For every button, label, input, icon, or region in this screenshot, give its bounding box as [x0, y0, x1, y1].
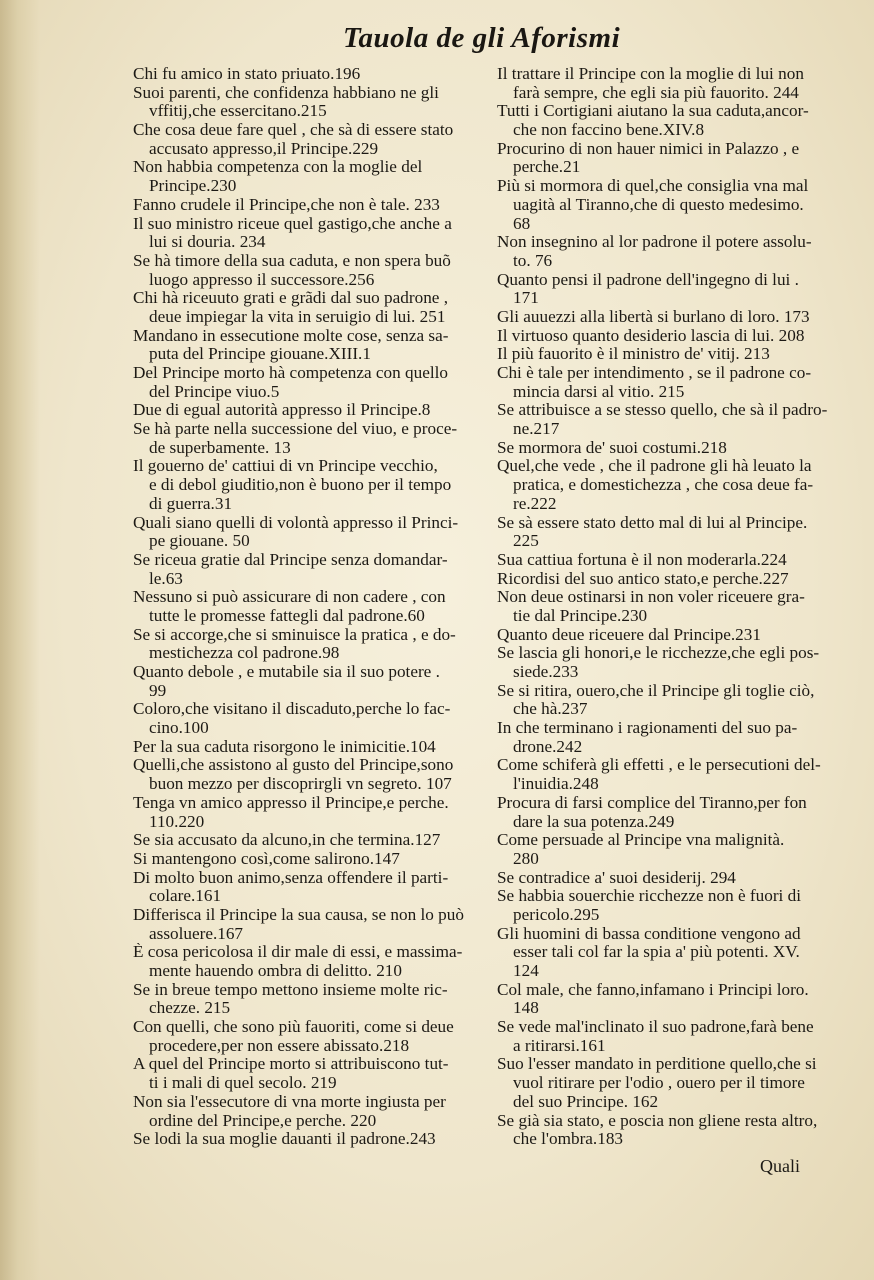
index-entry-line: ordine del Principe,e perche. 220 [149, 1111, 377, 1130]
index-entry-line: siede.233 [513, 663, 579, 681]
index-entry-line: Chi fu amico in stato priuato.196 [133, 65, 361, 83]
index-entry-line: Se contradice a' suoi desiderij. 294 [497, 868, 736, 887]
index-entry-line: Quelli,che assistono al gusto del Principe,sono [133, 756, 454, 775]
index-entry-line: Non insegnino al lor padrone il potere assolu- [497, 233, 812, 252]
index-entry-line: Del Principe morto hà competenza con quello [133, 364, 448, 382]
index-entry-line: Quanto deue riceuere dal Principe.231 [497, 625, 761, 644]
index-entry-line: Se lodi la sua moglie dauanti il padrone.243 [133, 1130, 436, 1149]
index-entry-line: assoluere.167 [149, 924, 244, 943]
index-entry-line: deue impiegar la vita in seruigio di lui. 251 [149, 307, 446, 326]
index-entry-line: Procurino di non hauer nimici in Palazzo , e [497, 139, 800, 158]
index-entry-line: Quali siano quelli di volontà appresso il Princi- [133, 513, 459, 532]
index-entry-line: Come schiferà gli effetti , e le persecutioni del- [497, 756, 821, 775]
index-entry-line: del Principe viuo.5 [149, 382, 280, 401]
index-entry-line: pe giouane. 50 [149, 532, 250, 551]
index-entry-line: che hà.237 [513, 700, 588, 719]
index-entry-line: a ritirarsi.161 [513, 1036, 606, 1055]
index-entry-line: Non deue ostinarsi in non voler riceuere gra- [497, 588, 805, 607]
index-entry-line: In che terminano i ragionamenti del suo pa- [497, 719, 798, 738]
index-entry-line: Ricordisi del suo antico stato,e perche.227 [497, 569, 789, 588]
index-entry-line: esser tali col far la spia a' più potenti. XV. [513, 943, 800, 962]
index-entry-line: Mandano in essecutione molte cose, senza sa- [133, 326, 449, 345]
index-entry-line: Suo l'esser mandato in perditione quello,che si [497, 1055, 817, 1074]
index-entry-line: Si mantengono così,come salirono.147 [133, 849, 400, 868]
index-entry-line: uagità al Tiranno,che di questo medesimo. [513, 195, 804, 214]
index-entry-line: Se hà parte nella successione del viuo, e proce- [133, 420, 458, 439]
index-entry-line: Più si mormora di quel,che consiglia vna mal [497, 177, 809, 196]
index-entry-line: Quanto pensi il padrone dell'ingegno di lui . [497, 270, 799, 289]
index-entry-line: drone.242 [513, 737, 583, 756]
index-entry-line: 225 [513, 532, 539, 551]
index-entry-line: Principe.230 [149, 177, 237, 196]
index-entry-line: tie dal Principe.230 [513, 606, 648, 625]
index-entry-line: 68 [513, 214, 531, 233]
index-entry-line: colare.161 [149, 887, 222, 906]
index-entry-line: 148 [513, 999, 539, 1018]
index-entry-line: che l'ombra.183 [513, 1130, 624, 1149]
index-entry-line: Gli auuezzi alla libertà si burlano di loro. 173 [497, 307, 810, 326]
index-entry-line: del suo Principe. 162 [513, 1092, 659, 1111]
index-entry-line: Se attribuisce a se stesso quello, che sà il padro- [497, 401, 827, 420]
page-gutter-shadow [0, 0, 40, 1280]
index-entry-line: Se vede mal'inclinato il suo padrone,farà bene [497, 1018, 814, 1037]
index-entry-line: tutte le promesse fattegli dal padrone.60 [149, 606, 425, 625]
index-entry-line: Se si ritira, ouero,che il Principe gli toglie ciò, [497, 681, 815, 700]
index-entry-line: Se lascia gli honori,e le ricchezze,che egli pos- [497, 644, 820, 663]
index-entry-line: Nessuno si può assicurare di non cadere , con [133, 588, 446, 607]
index-entry-line: buon mezzo per discoprirgli vn segreto. 107 [149, 775, 452, 794]
index-entry-line: Se habbia souerchie ricchezze non è fuori di [497, 887, 801, 906]
index-entry-line: ne.217 [513, 420, 560, 439]
index-entry-line: pratica, e domestichezza , che cosa deue fa- [513, 476, 814, 495]
index-entry-line: mente hauendo ombra di delitto. 210 [149, 962, 402, 980]
index-entry-line: Con quelli, che sono più fauoriti, come si deue [133, 1018, 454, 1037]
index-entry-line: Suoi parenti, che confidenza habbiano ne gli [133, 83, 439, 102]
index-entry-line: 124 [513, 962, 539, 980]
index-entry-line: Di molto buon animo,senza offendere il parti- [133, 868, 449, 887]
index-entry-line: Se hà timore della sua caduta, e non spera buõ [133, 251, 451, 270]
index-entry-line: 171 [513, 289, 539, 308]
index-entry-line: Differisca il Principe la sua causa, se non lo può [133, 905, 464, 924]
index-entry-line: Coloro,che visitano il discaduto,perche lo fac- [133, 700, 451, 719]
index-entry-line: Che cosa deue fare quel , che sà di essere stato [133, 121, 454, 140]
index-entry-line: le.63 [149, 569, 183, 588]
index-entry-line: Quanto debole , e mutabile sia il suo potere . [133, 663, 440, 681]
index-entry-line: perche.21 [513, 158, 581, 177]
index-entry-line: Come persuade al Principe vna malignità. [497, 831, 785, 850]
index-column-right [497, 65, 827, 1149]
index-entry-line: Sua cattiua fortuna è il non moderarla.224 [497, 550, 787, 569]
index-entry-line: 99 [149, 681, 167, 700]
index-entry-line: È cosa pericolosa il dir male di essi, e massima- [133, 943, 463, 962]
index-entry-line: Gli huomini di bassa conditione vengono ad [497, 924, 801, 943]
index-entry-line: Non sia l'essecutore di vna morte ingiusta per [133, 1092, 446, 1111]
index-entry-line: cino.100 [149, 719, 209, 738]
index-entry-line: Il gouerno de' cattiui di vn Principe vecchio, [133, 457, 438, 476]
index-entry-line: dare la sua potenza.249 [513, 812, 675, 831]
index-entry-line: che non faccino bene.XIV.8 [513, 121, 705, 140]
running-title: Tauola de gli Aforismi [343, 22, 621, 54]
index-entry-line: re.222 [513, 494, 557, 513]
index-entry-line: Procura di farsi complice del Tiranno,per fon [497, 793, 807, 812]
index-entry-line: Il più fauorito è il ministro de' vitij. 213 [497, 345, 770, 364]
index-entry-line: 280 [513, 849, 539, 868]
index-entry-line: Per la sua caduta risorgono le inimicitie.104 [133, 737, 436, 756]
index-entry-line: pericolo.295 [513, 905, 600, 924]
index-entry-line: Non habbia competenza con la moglie del [133, 158, 423, 177]
index-entry-line: vffitij,che essercitano.215 [149, 102, 327, 121]
index-entry-line: e di debol giuditio,non è buono per il tempo [149, 476, 452, 495]
index-entry-line: chezze. 215 [149, 999, 231, 1018]
index-entry-line: Se mormora de' suoi costumi.218 [497, 438, 727, 457]
index-entry-line: Tenga vn amico appresso il Principe,e perche. [133, 793, 449, 812]
index-entry-line: Se sia accusato da alcuno,in che termina.127 [133, 831, 441, 850]
index-entry-line: Se si accorge,che si sminuisce la pratica , e do- [133, 625, 456, 644]
index-entry-line: A quel del Principe morto si attribuiscono tut- [133, 1055, 449, 1074]
index-entry-line: Se già sia stato, e poscia non gliene resta altro, [497, 1111, 818, 1130]
index-entry-line: ti i mali di quel secolo. 219 [149, 1074, 337, 1093]
index-entry-line: Chi è tale per intendimento , se il padrone co- [497, 364, 812, 382]
index-entry-line: Quel,che vede , che il padrone gli hà leuato la [497, 457, 812, 476]
index-entry-line: de superbamente. 13 [149, 438, 291, 457]
index-entry-line: vuol ritirare per l'odio , ouero per il timore [513, 1074, 805, 1093]
index-entry-line: mestichezza col padrone.98 [149, 644, 340, 663]
index-entry-line: Se sà essere stato detto mal di lui al Principe. [497, 513, 808, 532]
index-entry-line: Il trattare il Principe con la moglie di lui non [497, 65, 804, 83]
index-entry-line: to. 76 [513, 251, 553, 270]
index-entry-line: lui si douria. 234 [149, 233, 266, 252]
index-entry-line: accusato appresso,il Principe.229 [149, 139, 379, 158]
index-entry-line: Col male, che fanno,infamano i Principi loro. [497, 980, 809, 999]
index-entry-line: farà sempre, che egli sia più fauorito. 244 [513, 83, 799, 102]
index-entry-line: Il suo ministro riceue quel gastigo,che anche a [133, 214, 452, 233]
index-entry-line: Due di egual autorità appresso il Principe.8 [133, 401, 431, 420]
index-entry-line: Il virtuoso quanto desiderio lascia di lui. 208 [497, 326, 805, 345]
index-entry-line: Tutti i Cortigiani aiutano la sua caduta,ancor- [497, 102, 809, 121]
index-entry-line: procedere,per non essere abissato.218 [149, 1036, 410, 1055]
catchword: Quali [760, 1156, 800, 1176]
index-entry-line: luogo appresso il successore.256 [149, 270, 375, 289]
index-entry-line: Se in breue tempo mettono insieme molte ric- [133, 980, 448, 999]
index-entry-line: puta del Principe giouane.XIII.1 [149, 345, 371, 364]
index-entry-line: di guerra.31 [149, 494, 233, 513]
index-entry-line: mincia darsi al vitio. 215 [513, 382, 685, 401]
index-entry-line: Chi hà riceuuto grati e grãdi dal suo padrone , [133, 289, 449, 308]
index-entry-line: Se riceua gratie dal Principe senza domandar- [133, 550, 448, 569]
index-entry-line: 110.220 [149, 812, 205, 831]
index-entry-line: Fanno crudele il Principe,che non è tale. 233 [133, 195, 440, 214]
index-entry-line: l'inuidia.248 [513, 775, 599, 794]
index-column-left [133, 65, 485, 1149]
